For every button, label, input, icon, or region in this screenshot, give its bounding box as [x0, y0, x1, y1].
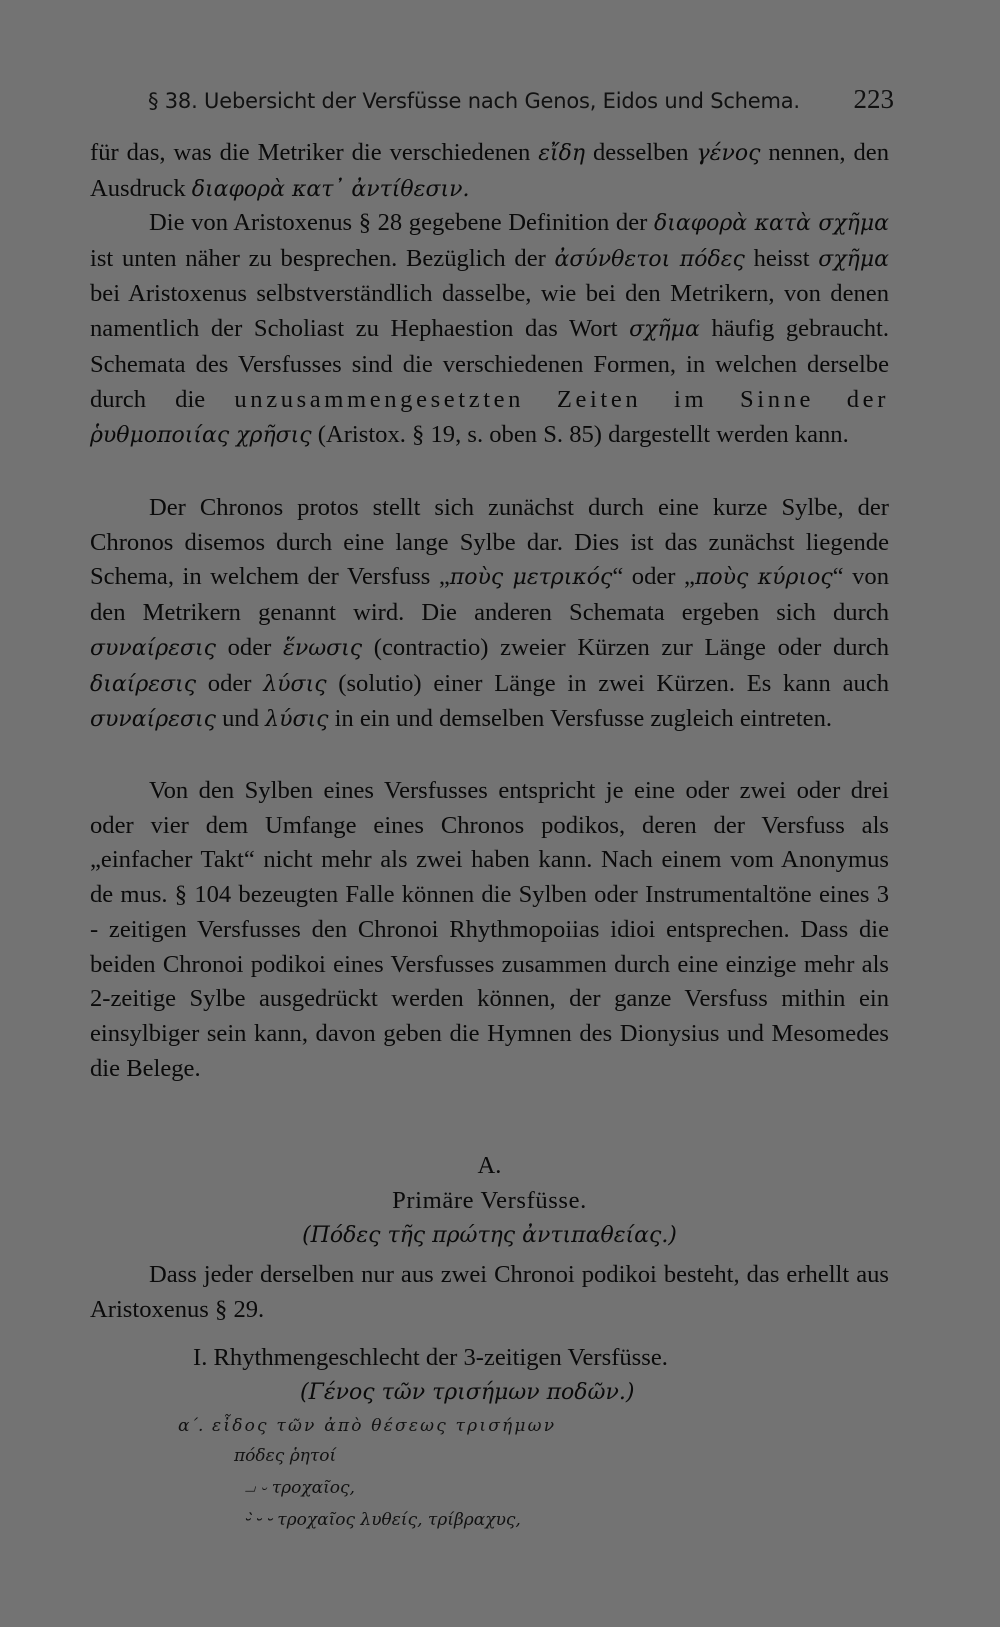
paragraph-primary [90, 1258, 889, 1327]
greek-text: ἀσύνθετοι πόδες [554, 246, 745, 272]
paragraph-text: Von den Sylben eines Versfusses entspricht je eine oder zwei oder drei oder vier dem Umfange eines Chronos podikos, deren der Versfuss als „einfacher Takt“ nicht mehr als zwei haben kann. Nach einem vom Anonymus de mus. § 104 bezeugten Falle können die Sylben oder Instrumentaltöne eines 3 - zeitigen Versfusses den Chronoi Rhythmopoiias idioi entsprechen. Dass die beiden Chronoi podikoi eines Versfusses zusammen durch eine einzige mehr als 2-zeitige Sylbe ausgedrückt werden können, der ganze Versfuss mithin ein einsylbiger sein kann, davon geben die Hymnen des Dionysius und Mesomedes die Belege. [90, 777, 889, 1082]
text-run: oder [196, 669, 264, 697]
text-run: in ein und demselben Versfusse zugleich eintreten. [328, 705, 833, 733]
paragraph-text [90, 136, 889, 207]
text-run: (solutio) einer Länge in zwei Kürzen. Es kann auch [326, 669, 889, 697]
section-greek-title [90, 1218, 889, 1254]
list-line: ⏑́ ⏑ ⏑ τροχαῖος λυθείς, τρίβραχυς, [244, 1510, 521, 1530]
greek-text: σχῆμα [818, 246, 889, 272]
paragraph-continuation [90, 136, 889, 207]
paragraph-text: Dass jeder derselben nur aus zwei Chronoi podikoi besteht, das erhellt aus Aristoxenus § 29. [90, 1261, 889, 1323]
greek-text: σχῆμα [629, 317, 700, 343]
greek-text: γένος [696, 141, 761, 166]
text-run: Die von Aristoxenus § 28 gegebene Definition der [149, 209, 654, 236]
text-run: “ von den Metrikern genannt wird. Die anderen Schemata ergeben sich durch [90, 563, 889, 627]
text-run: (Aristox. § 19, s. oben S. 85) dargestellt werden kann. [311, 421, 849, 449]
section-letter: A. [477, 1152, 502, 1179]
text-run: bei Aristoxenus selbstverständlich dasselbe, wie bei den Metrikern, von denen namentlich der Scholiast zu Hephaestion das Wort [90, 280, 889, 343]
paragraph-text [90, 206, 889, 454]
text-run: desselben [585, 139, 697, 166]
greek-text: ἕνωσις [283, 635, 363, 661]
text-run: (contractio) zweier Kürzen zur Länge oder durch [362, 633, 890, 661]
greek-text: ποὺς μετρικός [449, 565, 613, 591]
text-run: und [215, 705, 266, 733]
greek-text: εἴδη [538, 141, 586, 166]
paragraph-sylben [90, 774, 889, 1086]
paragraph-chronos [90, 491, 889, 738]
greek-text: συναίρεσις [90, 635, 216, 661]
paragraph-schema-definition [90, 206, 889, 454]
paragraph-text [90, 491, 889, 738]
text-run: häufig gebraucht. Schemata des Versfusses sind die verschiedenen Formen, in welchen derselbe durch die [90, 315, 889, 413]
list-line: ⏗ ⏑ τροχαῖος, [244, 1478, 355, 1498]
greek-text: (Γένος τῶν τρισήμων ποδῶν.) [300, 1380, 635, 1405]
greek-text: (Πόδες τῆς πρώτης ἀντιπαθείας.) [302, 1223, 677, 1248]
list-label: α΄. [178, 1416, 204, 1436]
running-header-title: § 38. Uebersicht der Versfüsse nach Genos, Eidos und Schema. [148, 89, 800, 113]
running-header [148, 86, 894, 116]
text-run: ist unten näher zu besprechen. Bezüglich der [90, 244, 555, 272]
greek-text: λύσις [263, 671, 327, 697]
text-run: heisst [744, 244, 819, 272]
list-line: εἶδος τῶν ἀπὸ θέσεως τρισήμων [212, 1416, 557, 1436]
text-run: oder [215, 633, 284, 661]
text-run: “ oder „ [612, 563, 695, 591]
section-title: Primäre Versfüsse. [392, 1187, 587, 1214]
greek-text: συναίρεσις [90, 707, 216, 733]
text-run: nennen, den Ausdruck [90, 139, 889, 202]
greek-text: ῥυθμοποιίας χρῆσις [90, 423, 312, 449]
greek-text: διαφορὰ κατὰ σχῆμα [653, 211, 890, 236]
list-line: πόδες ῥητοί [234, 1446, 337, 1466]
page-number: 223 [853, 84, 894, 114]
text-run: für das, was die Metriker die verschiedenen [90, 139, 539, 166]
greek-text: ποὺς κύριος [694, 565, 833, 591]
greek-text: διαίρεσις [90, 671, 197, 697]
greek-text: διαφορὰ κατ᾽ ἀντίθεσιν. [191, 176, 470, 202]
subsection-heading: I. Rhythmengeschlecht der 3-zeitigen Versfüsse. [193, 1344, 668, 1371]
text-run: Der Chronos protos stellt sich zunächst durch eine kurze Sylbe, der Chronos disemos durch eine lange Sylbe dar. Dies ist das zunächst liegende Schema, in welchem der Versfuss „ [90, 494, 889, 591]
spaced-text: unzusammengesetzten Zeiten im Sinne der [234, 385, 889, 413]
greek-text: λύσις [265, 707, 329, 733]
subsection-greek-heading [300, 1375, 1000, 1411]
